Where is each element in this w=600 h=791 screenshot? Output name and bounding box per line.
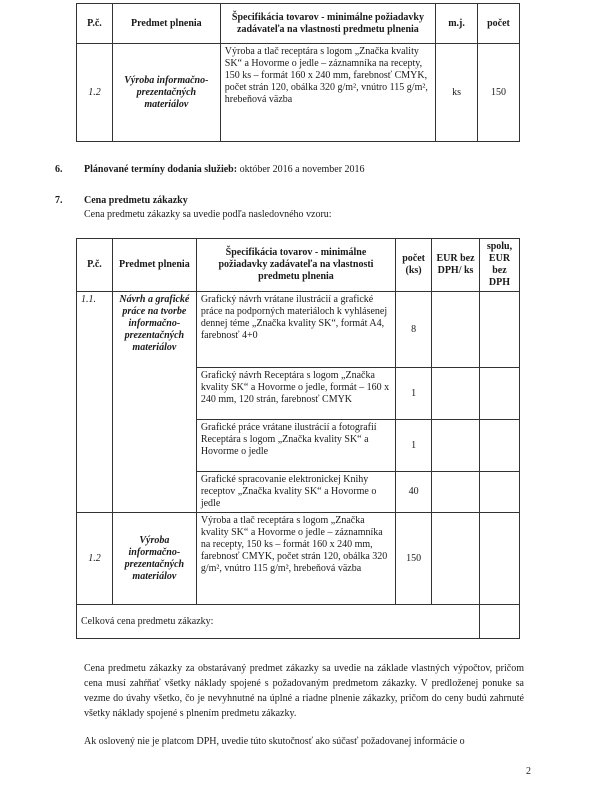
cell-pc: 1.1. <box>77 292 113 513</box>
cell-spolu[interactable] <box>479 513 519 605</box>
cell-spolu[interactable] <box>479 420 519 472</box>
cell-spolu[interactable] <box>479 472 519 513</box>
total-row <box>77 605 520 639</box>
cell-pc: 1.2 <box>77 513 113 605</box>
cell-predmet: Výroba informačno-prezentačných materiálov <box>112 513 196 605</box>
cell-spolu[interactable] <box>479 292 519 368</box>
cell-predmet: Návrh a grafické práce na tvorbe informačno-prezentačných materiálov <box>112 292 196 513</box>
header-spec: Špecifikácia tovarov - minimálne požiadavky zadávateľa na vlastnosti predmetu plnenia <box>196 239 395 292</box>
cell-spec: Výroba a tlač receptára s logom „Značka kvality SK“ a Hovorme o jedle – záznamníka na recepty, 150 ks – formát 160 x 240 mm, farebnosť CMYK, počet strán 120, obálka 320 g/m², vnútro 115 g/m², hrebeňová väzba <box>220 44 435 142</box>
cell-spolu[interactable] <box>479 368 519 420</box>
cell-spec: Grafické práce vrátane ilustrácií a fotografií Receptára s logom „Značka kvality SK“ a Hovorme o jedle <box>196 420 395 472</box>
header-eur-bez-dph: EUR bez DPH/ ks <box>432 239 480 292</box>
cell-eur-bez-dph[interactable] <box>432 472 480 513</box>
section-6-label: Plánované termíny dodania služieb: <box>84 164 238 175</box>
total-label: Celková cena predmetu zákazky: <box>77 605 480 639</box>
section-6-number: 6. <box>55 164 63 175</box>
price-table <box>76 238 520 639</box>
header-predmet: Predmet plnenia <box>112 4 220 44</box>
header-pc: P.č. <box>77 4 113 44</box>
header-pocet: počet (ks) <box>396 239 432 292</box>
cell-spec: Grafické spracovanie elektronickej Knihy receptov „Značka kvality SK“ a Hovorme o jedle <box>196 472 395 513</box>
section-7-title: Cena predmetu zákazky <box>84 195 188 206</box>
section-7-number: 7. <box>55 195 63 206</box>
cell-pocet: 1 <box>396 420 432 472</box>
cell-total[interactable] <box>479 605 519 639</box>
cell-eur-bez-dph[interactable] <box>432 420 480 472</box>
header-predmet: Predmet plnenia <box>112 239 196 292</box>
specification-table <box>76 3 520 142</box>
page-number: 2 <box>526 766 531 777</box>
section-6-value: október 2016 a november 2016 <box>237 164 365 175</box>
paragraph-dph: Ak oslovený nie je platcom DPH, uvedie túto skutočnosť ako súčasť požadovanej informácie o <box>84 736 465 747</box>
section-7-intro: Cena predmetu zákazky sa uvedie podľa nasledovného vzoru: <box>84 209 332 220</box>
cell-pocet: 150 <box>478 44 520 142</box>
cell-mj: ks <box>436 44 478 142</box>
table-row <box>77 292 520 368</box>
table-header-row <box>77 239 520 292</box>
header-pc: P.č. <box>77 239 113 292</box>
cell-predmet: Výroba informačno-prezentačných materiálov <box>112 44 220 142</box>
cell-eur-bez-dph[interactable] <box>432 292 480 368</box>
table-row <box>77 44 520 142</box>
cell-spec: Výroba a tlač receptára s logom „Značka kvality SK“ a Hovorme o jedle – záznamníka na recepty, 150 ks – formát 160 x 240 mm, farebnosť CMYK, počet strán 120, obálka 320 g/m², vnútro 115 g/m², hrebeňová väzba <box>196 513 395 605</box>
cell-pocet: 150 <box>396 513 432 605</box>
header-pocet: počet <box>478 4 520 44</box>
cell-pc: 1.2 <box>77 44 113 142</box>
cell-eur-bez-dph[interactable] <box>432 513 480 605</box>
header-mj: m.j. <box>436 4 478 44</box>
header-spolu: spolu, EUR bez DPH <box>479 239 519 292</box>
paragraph-price: Cena predmetu zákazky za obstarávaný predmet zákazky sa uvedie na základe vlastných výpočtov, pričom cena musí zahŕňať všetky náklady spojené s požadovaným predmetom zákazky. V predloženej ponuke sa vezme do úvahy všetko, čo je nevyhnutné na úplné a riadne plnenie zákazky, pričom do ceny budú zahrnuté všetky náklady spojené s plnením predmetu zákazky. <box>84 663 524 719</box>
table-header-row <box>77 4 520 44</box>
cell-pocet: 8 <box>396 292 432 368</box>
table-row <box>77 513 520 605</box>
header-spec: Špecifikácia tovarov - minimálne požiadavky zadávateľa na vlastnosti predmetu plnenia <box>220 4 435 44</box>
cell-pocet: 40 <box>396 472 432 513</box>
cell-eur-bez-dph[interactable] <box>432 368 480 420</box>
cell-pocet: 1 <box>396 368 432 420</box>
cell-spec: Grafický návrh vrátane ilustrácií a grafické práce na podporných materiáloch k vyhlásenej dennej téme „Značka kvality SK“, formát A4, farebnosť 4+0 <box>196 292 395 368</box>
cell-spec: Grafický návrh Receptára s logom „Značka kvality SK“ a Hovorme o jedle, formát – 160 x 240 mm, 120 strán, farebnosť CMYK <box>196 368 395 420</box>
